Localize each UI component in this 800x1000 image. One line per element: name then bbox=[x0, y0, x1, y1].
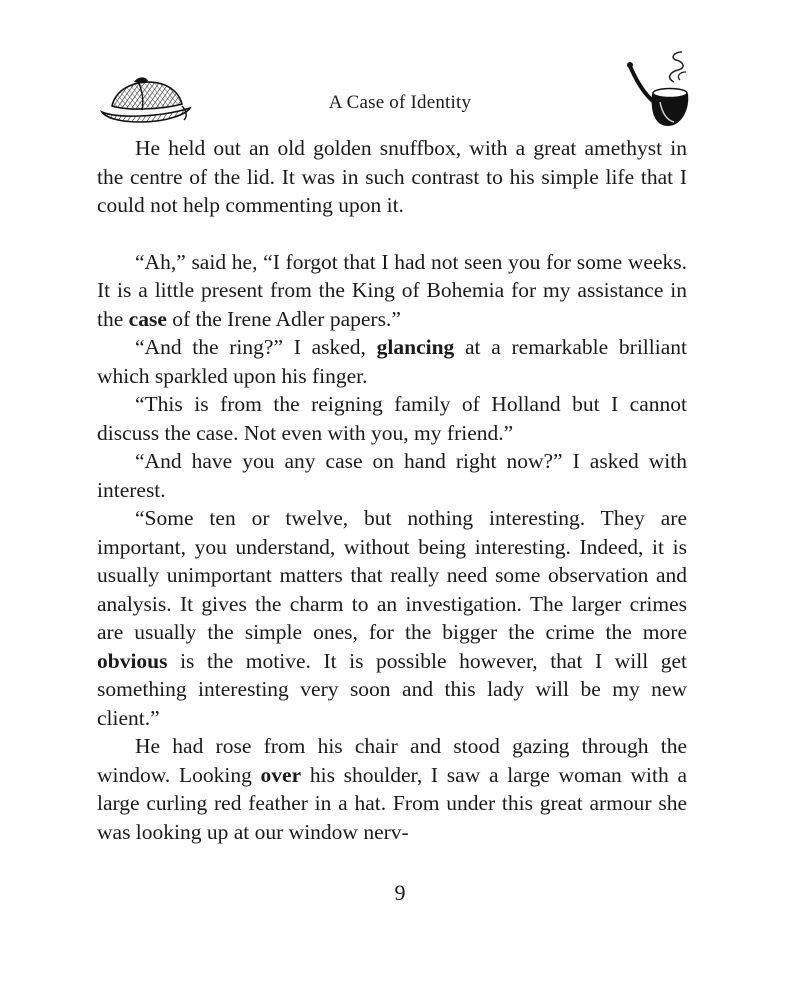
page-number: 9 bbox=[394, 880, 406, 905]
bold-term: glancing bbox=[376, 335, 455, 359]
page-header bbox=[0, 0, 800, 135]
text-run: “This is from the reigning family of Holland but I cannot discuss the case. Not even with you, my friend.” bbox=[97, 392, 687, 445]
bold-term: obvious bbox=[97, 648, 168, 673]
text-run: “Some ten or twelve, but nothing interesting. They are important, you understand, without being interesting. Indeed, it is usually unimportant matters that really need some observation and analysis. It gives the charm to an investigation. The larger crimes are usually the simple ones, for the bigger the crime the more bbox=[97, 506, 687, 644]
paragraph bbox=[97, 248, 687, 334]
paragraph bbox=[97, 504, 687, 732]
bold-term: case bbox=[128, 306, 167, 331]
text-run: He had rose from his chair and stood gazing through the window. Looking bbox=[97, 734, 687, 787]
text-run: of the Irene Adler papers.” bbox=[166, 306, 401, 331]
bold-term: over bbox=[260, 762, 302, 787]
text-run: at a remarkable brilliant which sparkled upon his finger. bbox=[97, 335, 687, 388]
body-text bbox=[97, 134, 687, 846]
paragraph bbox=[97, 732, 687, 846]
text-run: is the motive. It is possible however, that I will get something interesting very soon and this lady will be my new client.” bbox=[97, 648, 687, 730]
paragraph bbox=[97, 333, 687, 390]
running-head-title: A Case of Identity bbox=[328, 92, 472, 113]
text-run: He held out an old golden snuffbox, with a great amethyst in the centre of the lid. It was in such contrast to his simple life that I could not help commenting upon it. bbox=[97, 136, 687, 217]
text-run: “And the ring?” I asked, bbox=[135, 335, 377, 359]
paragraph bbox=[97, 390, 687, 447]
paragraph bbox=[97, 134, 687, 220]
text-run: “And have you any case on hand right now?” I asked with interest. bbox=[97, 449, 687, 502]
paragraph bbox=[97, 447, 687, 504]
text-run: “Ah,” said he, “I forgot that I had not seen you for some weeks. It is a little present from the King of Bohemia for my assistance in the bbox=[97, 249, 687, 331]
smoking-pipe-icon bbox=[626, 50, 694, 130]
text-run: his shoulder, I saw a large woman with a large curling red feather in a hat. From under this great armour she was looking up at our window nerv- bbox=[97, 762, 687, 844]
